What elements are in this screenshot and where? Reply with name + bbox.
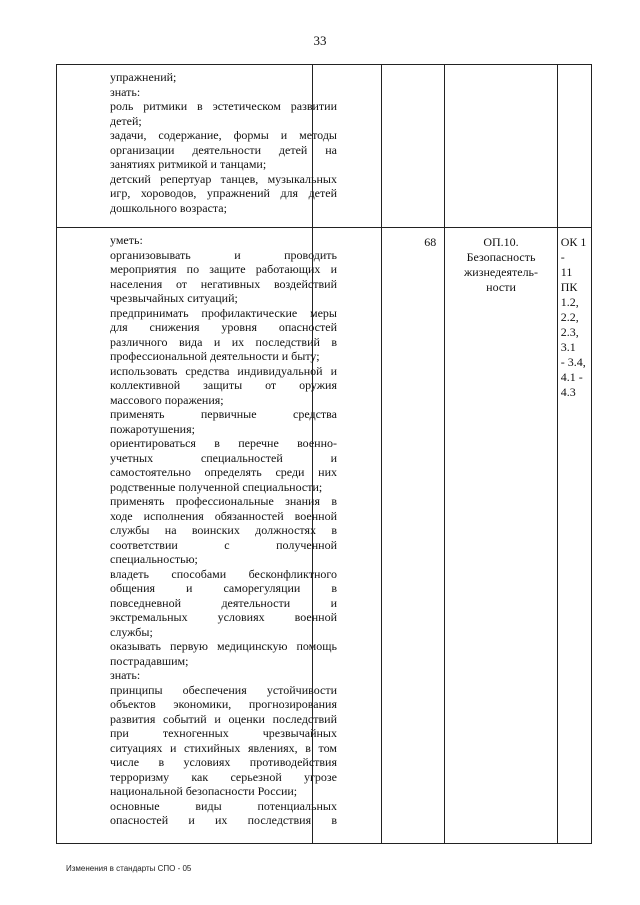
- description-text: [110, 70, 337, 215]
- competences-cell: [557, 65, 591, 228]
- text-line: роль ритмики в эстетическом развитии: [110, 99, 337, 113]
- description-cell: [57, 65, 337, 228]
- discipline-cell: [445, 228, 558, 844]
- competence-line: 4.1 -: [560, 370, 583, 384]
- text-line: повседневной деятельности и: [110, 595, 337, 610]
- text-line: пострадавшим;: [110, 653, 189, 668]
- competences-list: [558, 228, 591, 400]
- text-line: ходе исполнения обязанностей военной: [110, 508, 337, 523]
- table-row: [57, 65, 592, 228]
- hours-cell: [382, 228, 445, 844]
- text-line: принципы обеспечения устойчивости: [110, 682, 337, 697]
- text-line: массового поражения;: [110, 392, 224, 407]
- text-line: игр, хороводов, упражнений для детей: [110, 186, 337, 200]
- text-line: мероприятия по защите работающих и: [110, 262, 337, 276]
- text-line: ориентироваться в перечне военно-: [110, 436, 337, 450]
- table-row: [57, 228, 592, 844]
- text-line: службы;: [110, 624, 153, 639]
- text-line: занятиях ритмикой и танцами;: [110, 157, 267, 171]
- text-line: опасностей и их последствия в: [110, 813, 337, 827]
- text-line: пожаротушения;: [110, 421, 195, 436]
- description-text: [110, 233, 337, 828]
- competences-list: [558, 65, 591, 72]
- text-line: учетных специальностей и: [110, 450, 337, 465]
- text-line: специальностью;: [110, 552, 198, 566]
- text-line: оказывать первую медицинскую помощь: [110, 639, 337, 653]
- description-cell: [57, 228, 337, 844]
- competence-line: 11: [560, 265, 573, 279]
- discipline-cell: [445, 65, 558, 228]
- discipline-name: [445, 65, 557, 72]
- competence-line: - 3.4,: [560, 355, 586, 369]
- text-line: чрезвычайных ситуаций;: [110, 291, 238, 305]
- hours-value: 68: [424, 235, 437, 249]
- text-line: знать:: [110, 84, 141, 99]
- text-line: самостоятельно определять среди них: [110, 465, 337, 479]
- text-line: детей;: [110, 113, 142, 128]
- competence-line: 4.3: [560, 385, 576, 399]
- text-line: дошкольного возраста;: [110, 200, 227, 215]
- text-line: применять первичные средства: [110, 407, 337, 421]
- text-line: объектов экономики, прогнозирования: [110, 697, 337, 711]
- text-line: ситуациях и стихийных явлениях, в том: [110, 740, 337, 755]
- text-line: применять профессиональные знания в: [110, 494, 337, 508]
- text-line: организовывать и проводить: [110, 247, 337, 262]
- discipline-name: [445, 228, 557, 295]
- text-line: упражнений;: [110, 70, 177, 84]
- text-line: для снижения уровня опасностей: [110, 320, 337, 334]
- text-line: детский репертуар танцев, музыкальных: [110, 171, 337, 186]
- discipline-line: ОП.10.: [483, 235, 519, 249]
- competence-line: 1.2,: [560, 295, 579, 309]
- hours-cell: [382, 65, 445, 228]
- text-line: владеть способами бесконфликтного: [110, 566, 337, 581]
- competence-line: 2.3, 3.1: [560, 325, 579, 354]
- text-line: развития событий и оценки последствий: [110, 711, 337, 726]
- text-line: числе в условиях противодействия: [110, 755, 337, 769]
- text-line: использовать средства индивидуальной и: [110, 363, 337, 378]
- hours-value: [382, 65, 444, 72]
- competence-line: ОК 1 -: [560, 235, 587, 264]
- discipline-line: жизнедеятель-: [464, 265, 539, 279]
- footer-note: Изменения в стандарты СПО - 05: [66, 864, 192, 873]
- page-number: 33: [313, 33, 327, 48]
- text-line: родственные полученной специальности;: [110, 479, 323, 494]
- text-line: предпринимать профилактические меры: [110, 305, 337, 320]
- content-table: [56, 64, 592, 844]
- text-line: организации деятельности детей на: [110, 142, 337, 157]
- text-line: экстремальных условиях военной: [110, 610, 337, 624]
- text-line: соответствии с полученной: [110, 537, 337, 552]
- competence-line: 2.2,: [560, 310, 579, 324]
- text-line: профессиональной деятельности и быту;: [110, 349, 320, 363]
- competences-cell: [557, 228, 591, 844]
- text-line: населения от негативных воздействий: [110, 276, 337, 291]
- text-line: коллективной защиты от оружия: [110, 378, 337, 392]
- text-line: знать:: [110, 668, 141, 682]
- text-line: задачи, содержание, формы и методы: [110, 128, 337, 142]
- text-line: при техногенных чрезвычайных: [110, 726, 337, 740]
- text-line: основные виды потенциальных: [110, 798, 337, 813]
- text-line: общения и саморегуляции в: [110, 581, 337, 595]
- text-line: терроризму как серьезной угрозе: [110, 769, 337, 784]
- competence-line: ПК: [560, 280, 578, 294]
- text-line: службы на воинских должностях в: [110, 523, 337, 537]
- text-line: различного вида и их последствий в: [110, 334, 337, 349]
- text-line: уметь:: [110, 233, 143, 247]
- discipline-line: ности: [486, 280, 516, 294]
- discipline-line: Безопасность: [466, 250, 536, 264]
- text-line: национальной безопасности России;: [110, 784, 298, 798]
